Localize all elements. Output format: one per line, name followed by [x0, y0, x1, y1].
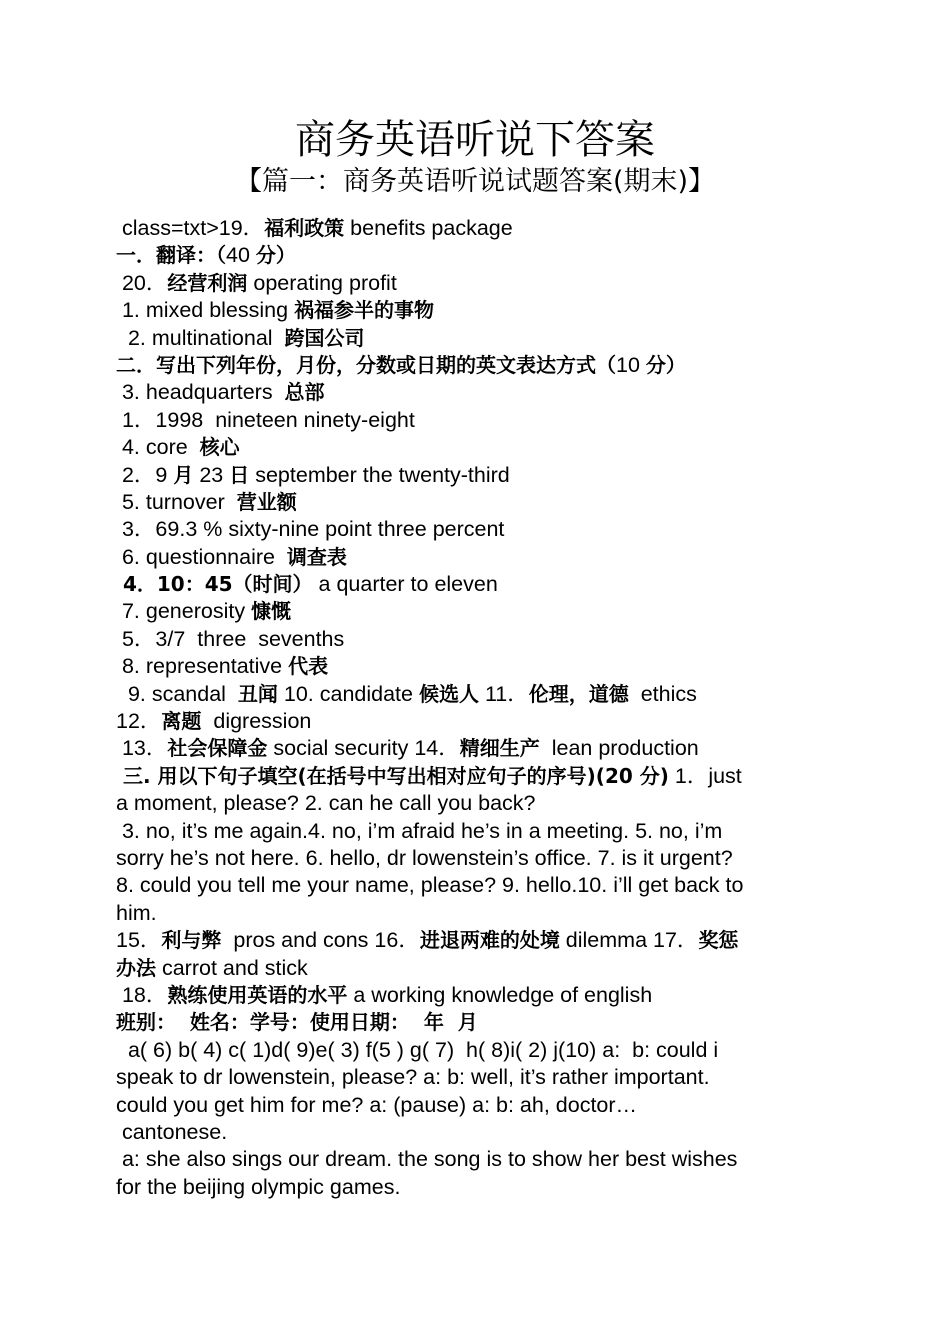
bold-text-run: 4．10：45（时间） — [116, 572, 313, 597]
text-run: benefits package — [344, 216, 513, 240]
text-line — [116, 735, 832, 762]
bold-text-run: 营业额 — [236, 489, 297, 514]
text-run: 2. multinational — [116, 325, 285, 350]
text-line — [116, 407, 832, 434]
text-run: 10 — [616, 352, 646, 377]
text-line — [116, 1119, 832, 1146]
text-line — [116, 790, 832, 817]
text-line — [116, 352, 832, 379]
text-line — [116, 598, 832, 625]
bold-text-run: 丑闻 — [237, 681, 278, 706]
text-line — [116, 818, 832, 845]
bold-text-run: 社会保障金 — [167, 736, 268, 761]
text-run: 23 — [193, 462, 230, 487]
text-run: 2．9 — [116, 462, 174, 487]
text-run: pros and cons 16． — [221, 928, 420, 953]
text-run: social security 14． — [267, 736, 460, 761]
bold-text-run: 福利政策 — [264, 216, 345, 240]
bold-text-run: 月 — [173, 462, 194, 487]
text-run: lean production — [539, 736, 699, 761]
bold-text-run: 核心 — [199, 435, 240, 460]
text-line — [116, 242, 832, 269]
text-line — [116, 434, 832, 461]
text-line — [116, 955, 832, 982]
text-run: carrot and stick — [156, 955, 308, 980]
bold-text-run: 分） — [255, 243, 296, 268]
text-run: 10. candidate — [277, 681, 419, 706]
bold-text-run: 利与弊 — [161, 928, 222, 953]
text-line — [116, 325, 832, 352]
text-run: 18． — [116, 982, 168, 1007]
bold-text-run: 奖惩 — [698, 928, 739, 953]
bold-text-run: 精细生产 — [459, 736, 540, 761]
text-line — [116, 1092, 832, 1119]
text-run: a moment, please? 2. can he call you back? — [116, 791, 536, 816]
text-line — [116, 626, 832, 653]
document-subtitle: 【篇一：商务英语听说试题答案(期末)】 — [234, 166, 716, 197]
bold-text-run: 伦理，道德 — [528, 681, 629, 706]
text-run: 8. representative — [116, 654, 289, 679]
text-run: him. — [116, 900, 157, 925]
text-run: 15． — [116, 928, 162, 953]
bold-text-run: 候选人 — [418, 681, 479, 706]
text-line — [116, 1037, 832, 1064]
text-run: 1．just — [668, 763, 742, 788]
text-run: a quarter to eleven — [312, 572, 498, 597]
text-line — [116, 653, 832, 680]
text-run: 12． — [116, 709, 162, 734]
text-run: 1．1998 nineteen ninety-eight — [116, 407, 415, 432]
text-run: 11． — [478, 681, 529, 706]
text-line — [116, 215, 832, 242]
text-line — [116, 489, 832, 516]
text-run: operating profit — [247, 270, 397, 295]
bold-text-run: 班别： 姓名：学号：使用日期： 年 月 — [116, 1010, 478, 1035]
text-line — [116, 1009, 832, 1036]
text-line — [116, 900, 832, 927]
text-line — [116, 379, 832, 406]
text-run: 3．69.3 % sixty-nine point three percent — [116, 517, 505, 542]
text-line — [116, 571, 832, 598]
text-run: could you get him for me? a: (pause) a: b: ah, doctor… — [116, 1092, 638, 1117]
bold-text-run: 办法 — [116, 955, 156, 980]
text-run: 3. no, it’s me again.4. no, i’m afraid he’s in a meeting. 5. no, i’m — [116, 818, 723, 843]
text-line — [116, 927, 832, 954]
bold-text-run: 一．翻译：（ — [116, 243, 226, 268]
bold-text-run: 总部 — [284, 380, 325, 405]
bold-text-run: 调查表 — [286, 544, 347, 569]
text-run: 5. turnover — [116, 489, 237, 514]
bold-text-run: 离题 — [161, 709, 202, 734]
text-run: 1. mixed blessing — [116, 298, 295, 323]
bold-text-run: 慷慨 — [251, 599, 292, 624]
bold-text-run: 进退两难的处境 — [419, 928, 560, 953]
text-line — [116, 462, 832, 489]
text-run: 9. scandal — [116, 681, 238, 706]
bold-text-run: 分） — [645, 352, 686, 377]
bold-text-run: 熟练使用英语的水平 — [167, 982, 348, 1007]
text-run: for the beijing olympic games. — [116, 1174, 401, 1199]
bold-text-run: 代表 — [288, 654, 329, 679]
bold-text-run: 日 — [229, 462, 250, 487]
text-run: 8. could you tell me your name, please? 9. hello.10. i’ll get back to — [116, 873, 744, 898]
text-line — [116, 516, 832, 543]
bold-text-run: 二．写出下列年份，月份，分数或日期的英文表达方式（ — [116, 352, 616, 377]
text-run: a working knowledge of english — [347, 982, 653, 1007]
text-line — [116, 1174, 832, 1201]
text-run: 20． — [116, 270, 168, 295]
text-run: september the twenty-third — [249, 462, 510, 487]
text-line — [116, 544, 832, 571]
text-run: dilemma 17． — [559, 928, 699, 953]
text-line — [116, 708, 832, 735]
text-run: cantonese. — [116, 1119, 228, 1144]
text-run: a( 6) b( 4) c( 1)d( 9)e( 3) f(5 ) g( 7) h( 8)i( 2) j(10) a: b: could i — [116, 1037, 719, 1062]
text-run: 40 — [226, 243, 256, 268]
text-run: digression — [201, 709, 312, 734]
text-run: 4. core — [116, 435, 200, 460]
text-run: 13． — [116, 736, 168, 761]
text-line — [116, 297, 832, 324]
text-run: 3. headquarters — [116, 380, 285, 405]
bold-text-run: 经营利润 — [167, 270, 248, 295]
text-run: speak to dr lowenstein, please? a: b: well, it’s rather important. — [116, 1065, 710, 1090]
bold-text-run: 跨国公司 — [284, 325, 365, 350]
text-run: ethics — [628, 681, 697, 706]
text-line — [116, 763, 832, 790]
text-line — [116, 982, 832, 1009]
text-line — [116, 1064, 832, 1091]
text-run: 7. generosity — [116, 599, 252, 624]
bold-text-run: 祸福参半的事物 — [294, 298, 435, 323]
text-line — [116, 681, 832, 708]
answer-text-body — [116, 215, 832, 1201]
text-run: class=txt>19． — [116, 216, 265, 240]
text-run: a: she also sings our dream. the song is to show her best wishes — [116, 1147, 738, 1172]
text-run: sorry he’s not here. 6. hello, dr lowenstein’s office. 7. is it urgent? — [116, 845, 733, 870]
text-run: 6. questionnaire — [116, 544, 287, 569]
text-line — [116, 270, 832, 297]
text-run: 5．3/7 three sevenths — [116, 626, 345, 651]
bold-text-run: 三. 用以下句子填空(在括号中写出相对应句子的序号)(20 分) — [116, 763, 669, 788]
text-line — [116, 1146, 832, 1173]
document-title: 商务英语听说下答案 — [295, 117, 655, 163]
text-line — [116, 845, 832, 872]
text-line — [116, 872, 832, 899]
